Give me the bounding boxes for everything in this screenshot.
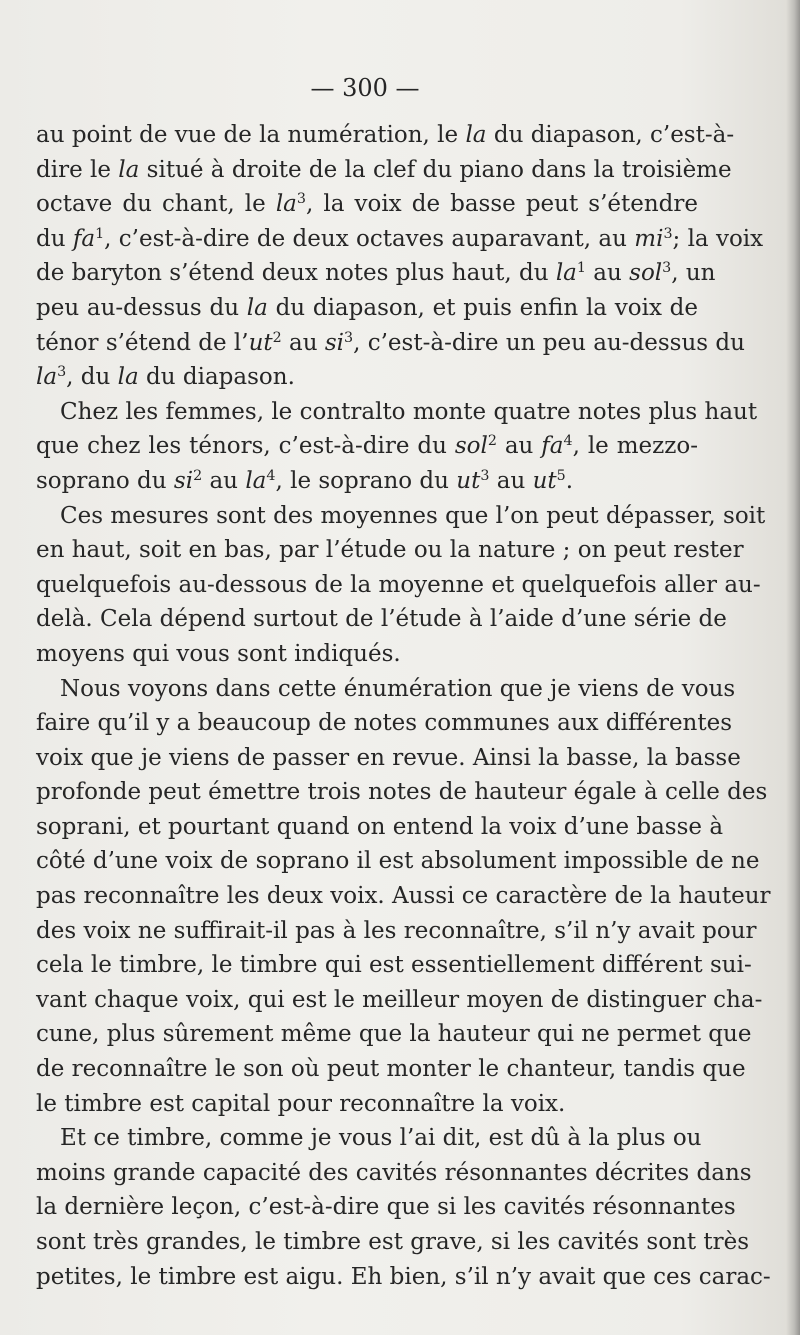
text-run: peu au-dessus du: [36, 294, 247, 321]
text-run: ; la voix: [672, 225, 764, 252]
note-name: la: [555, 260, 577, 287]
page-number: — 300 —: [310, 74, 420, 102]
note-name: la: [275, 191, 297, 218]
octave-superscript: 4: [266, 468, 276, 485]
note-name: sol: [454, 433, 488, 460]
text-run: , le soprano du: [275, 467, 457, 494]
text-line: [36, 1260, 771, 1295]
text-run: cela le timbre, le timbre qui est essentiellement différent sui-: [36, 952, 752, 979]
text-line: [36, 360, 698, 395]
text-run: en haut, soit en bas, par l’étude ou la nature ; on peut rester: [36, 537, 744, 564]
text-run: au: [496, 433, 542, 460]
text-line: [36, 291, 698, 326]
text-run: de baryton s’étend deux notes plus haut, du: [36, 260, 556, 287]
text-line: [36, 706, 733, 741]
paragraph-2: [36, 395, 758, 499]
text-line: [36, 256, 716, 291]
paragraph-3: [36, 499, 766, 672]
text-run: la dernière leçon, c’est-à-dire que si les cavités résonnantes: [36, 1194, 736, 1221]
text-run: .: [565, 467, 574, 494]
text-run: , du: [66, 364, 118, 391]
text-line: [36, 810, 724, 845]
text-line: [36, 1017, 752, 1052]
text-line: [36, 672, 736, 707]
text-run: du: [36, 225, 73, 252]
text-line: [36, 1225, 750, 1260]
octave-superscript: 3: [57, 364, 67, 381]
text-run: soprani, et pourtant quand on entend la voix d’une basse à: [36, 813, 724, 840]
octave-superscript: 3: [480, 468, 490, 485]
text-run: du diapason, et puis enfin la voix de: [267, 294, 698, 321]
note-name: la: [246, 294, 268, 321]
octave-superscript: 3: [662, 260, 672, 277]
text-run: , c’est-à-dire de deux octaves auparavant, au: [104, 225, 635, 252]
octave-superscript: 4: [563, 433, 573, 450]
text-run: , c’est-à-dire un peu au-dessus du: [353, 329, 745, 356]
note-name: si: [173, 467, 194, 494]
note-name: la: [118, 156, 140, 183]
octave-superscript: 1: [95, 225, 105, 242]
text-line: [36, 602, 727, 637]
text-run: cune, plus sûrement même que la hauteur qui ne permet que: [36, 1021, 752, 1048]
text-line: [36, 153, 732, 188]
octave-superscript: 2: [487, 433, 497, 450]
note-name: la: [245, 467, 267, 494]
text-line: [36, 395, 758, 430]
text-run: Ces mesures sont des moyennes que l’on peut dépasser, soit: [60, 502, 766, 529]
text-run: , la voix de basse peut s’étendre: [305, 191, 699, 218]
octave-superscript: 5: [556, 468, 566, 485]
note-name: fa: [72, 225, 96, 252]
text-run: , le mezzo-: [572, 433, 698, 460]
note-name: sol: [629, 260, 663, 287]
text-run: pas reconnaître les deux voix. Aussi ce caractère de la hauteur: [36, 883, 771, 910]
note-name: la: [117, 364, 139, 391]
text-line: [36, 429, 698, 464]
text-run: du diapason.: [138, 364, 295, 391]
text-run: , un: [671, 260, 716, 287]
text-line: [36, 879, 771, 914]
text-run: sont très grandes, le timbre est grave, si les cavités sont très: [36, 1229, 750, 1255]
text-run: au: [202, 467, 246, 494]
text-run: petites, le timbre est aigu. Eh bien, s’il n’y avait que ces carac-: [36, 1263, 771, 1290]
paragraph-1: [36, 118, 764, 395]
text-line: [36, 568, 761, 603]
text-run: soprano du: [36, 467, 174, 494]
text-line: [36, 637, 698, 672]
text-line: [36, 914, 757, 949]
text-line: [36, 533, 744, 568]
text-run: moins grande capacité des cavités résonnantes décrites dans: [36, 1159, 752, 1186]
text-run: Chez les femmes, le contralto monte quatre notes plus haut: [60, 398, 758, 425]
text-line: [36, 1087, 698, 1122]
text-line: [36, 741, 741, 776]
octave-superscript: 2: [193, 468, 203, 485]
note-name: si: [324, 329, 345, 356]
text-run: quelquefois au-dessous de la moyenne et quelquefois aller au-: [36, 571, 761, 598]
text-line: [36, 775, 768, 810]
text-run: voix que je viens de passer en revue. Ainsi la basse, la basse: [36, 744, 741, 771]
paragraph-5: [36, 1121, 771, 1294]
text-run: du diapason, c’est-à-: [486, 122, 735, 148]
octave-superscript: 3: [344, 329, 354, 346]
text-line: [36, 499, 766, 534]
text-line: [36, 1052, 746, 1087]
text-line: [36, 983, 763, 1018]
text-line: [36, 464, 698, 499]
text-run: profonde peut émettre trois notes de hauteur égale à celle des: [36, 779, 768, 806]
text-line: [36, 118, 735, 153]
text-line: [36, 187, 698, 222]
octave-superscript: 3: [663, 225, 673, 242]
text-run: ténor s’étend de l’: [36, 329, 249, 356]
text-run: le timbre est capital pour reconnaître la voix.: [36, 1090, 566, 1117]
text-run: de reconnaître le son où peut monter le chanteur, tandis que: [36, 1056, 746, 1083]
text-line: [36, 222, 764, 257]
octave-superscript: 1: [576, 260, 586, 277]
text-run: au: [585, 260, 630, 287]
text-line: [36, 844, 760, 879]
note-name: la: [36, 364, 58, 391]
text-line: [36, 1190, 736, 1225]
text-run: faire qu’il y a beaucoup de notes communes aux différentes: [36, 710, 733, 737]
text-run: vant chaque voix, qui est le meilleur moyen de distinguer cha-: [36, 986, 763, 1013]
note-name: la: [465, 122, 487, 148]
text-line: [36, 326, 745, 361]
paragraph-4: [36, 672, 771, 1122]
page-edge-shadow: [786, 0, 800, 1335]
text-run: situé à droite de la clef du piano dans la troisième: [139, 156, 732, 183]
text-run: des voix ne suffirait-il pas à les reconnaître, s’il n’y avait pour: [36, 917, 757, 944]
text-line: [36, 1156, 752, 1191]
text-run: dire le: [36, 156, 119, 183]
text-line: [36, 1121, 702, 1156]
text-run: Et ce timbre, comme je vous l’ai dit, est dû à la plus ou: [60, 1125, 702, 1152]
body-text: [36, 118, 771, 1294]
text-run: octave du chant, le: [36, 191, 276, 218]
note-name: mi: [634, 225, 664, 252]
octave-superscript: 3: [296, 191, 306, 208]
text-run: Nous voyons dans cette énumération que je viens de vous: [60, 675, 736, 702]
note-name: ut: [248, 329, 273, 356]
note-name: ut: [532, 467, 557, 494]
text-run: que chez les ténors, c’est-à-dire du: [36, 433, 455, 460]
text-run: moyens qui vous sont indiqués.: [36, 640, 401, 667]
text-run: delà. Cela dépend surtout de l’étude à l’aide d’une série de: [36, 606, 727, 633]
text-run: côté d’une voix de soprano il est absolument impossible de ne: [36, 848, 760, 875]
note-name: fa: [541, 433, 564, 460]
text-run: au: [281, 329, 325, 356]
octave-superscript: 2: [272, 329, 282, 346]
note-name: ut: [456, 467, 481, 494]
text-run: au: [489, 467, 533, 494]
text-line: [36, 948, 752, 983]
text-run: au point de vue de la numération, le: [36, 122, 466, 148]
